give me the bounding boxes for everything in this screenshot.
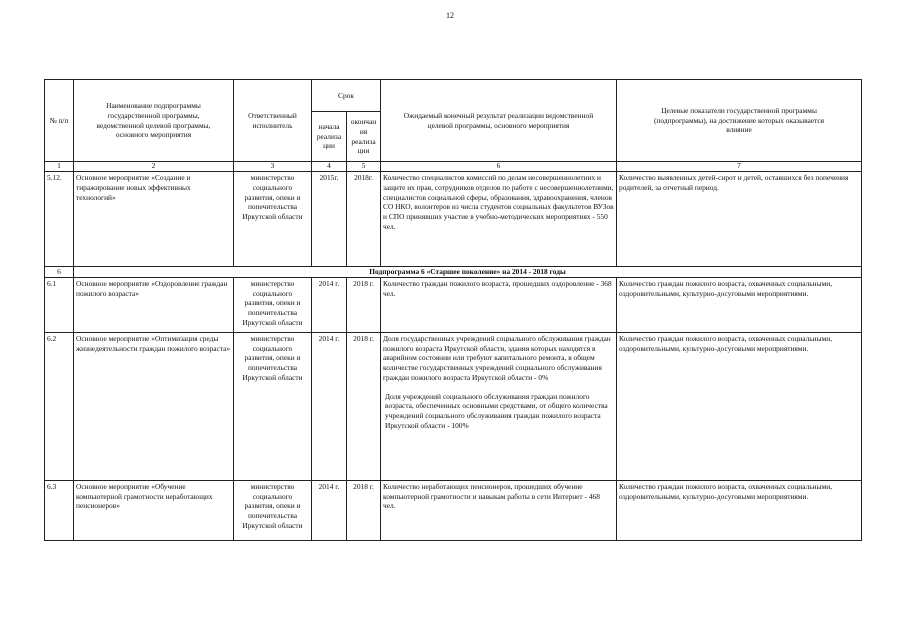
header-indicators: Целевые показатели государственной программы (подпрограммы), на достижение которых оказывается влияние xyxy=(617,80,862,162)
col-number: 4 xyxy=(312,162,347,172)
col-number: 6 xyxy=(381,162,617,172)
row-name: Основное мероприятие «Оздоровление граждан пожилого возраста» xyxy=(74,277,234,332)
header-executor: Ответственный исполнитель xyxy=(234,80,312,162)
row-indicators: Количество граждан пожилого возраста, охваченных социальными, оздоровительными, культурно-досуговыми мероприятиями. xyxy=(617,332,862,480)
row-result-part2: Доля учреждений социального обслуживания граждан пожилого возраста, обеспеченных основными средствами, от общего количества учреждений социального обслуживания граждан пожилого возраста Иркутской области - 100% xyxy=(385,391,608,430)
col-number: 7 xyxy=(617,162,862,172)
table-row xyxy=(45,480,862,540)
row-name: Основное мероприятие «Создание и тиражирование новых эффективных технологий» xyxy=(74,172,234,267)
section-num: 6 xyxy=(45,267,74,278)
header-start: начала реализа ции xyxy=(312,112,347,162)
row-start: 2014 г. xyxy=(312,480,347,540)
col-number: 3 xyxy=(234,162,312,172)
row-end: 2018г. xyxy=(347,172,381,267)
row-result: Количество специалистов комиссий по делам несовершеннолетних и защите их прав, сотрудников отделов по работе с несовершеннолетними, специалистов социальной сферы, образования, здравоохранения, членов СО НКО, волонтеров из числа студентов социальных факультетов ВУЗов и СПО принявших участие в учебно-методических мероприятиях - 550 чел. xyxy=(381,172,617,267)
row-executor: министерство социального развития, опеки и попечительства Иркутской области xyxy=(234,172,312,267)
header-name: Наименование подпрограммы государственной программы, ведомственной целевой программы, основного мероприятия xyxy=(74,80,234,162)
header-term: Срок xyxy=(312,80,381,112)
row-start: 2014 г. xyxy=(312,277,347,332)
col-number: 2 xyxy=(74,162,234,172)
row-executor: министерство социального развития, опеки и попечительства Иркутской области xyxy=(234,277,312,332)
table-row xyxy=(45,332,862,480)
row-start: 2014 г. xyxy=(312,332,347,480)
row-end: 2018 г. xyxy=(347,480,381,540)
col-number: 1 xyxy=(45,162,74,172)
header-result: Ожидаемый конечный результат реализации ведомственной целевой программы, основного мероприятия xyxy=(381,80,617,162)
section-title: Подпрограмма 6 «Старшее поколение» на 2014 - 2018 годы xyxy=(74,267,862,278)
row-end: 2018 г. xyxy=(347,332,381,480)
table-row xyxy=(45,172,862,267)
program-table xyxy=(44,79,862,541)
row-num: 6.1 xyxy=(45,277,74,332)
row-name: Основное мероприятие «Обучение компьютерной грамотности неработающих пенсионеров» xyxy=(74,480,234,540)
row-indicators: Количество граждан пожилого возраста, охваченных социальными, оздоровительными, культурно-досуговыми мероприятиями. xyxy=(617,480,862,540)
col-number: 5 xyxy=(347,162,381,172)
row-result-part1: Доля государственных учреждений социального обслуживания граждан пожилого возраста Иркутской области, здания которых находятся в аварийном состоянии или требуют капитального ремонта, в общем количестве государственных учреждений социального обслуживания граждан пожилого возраста Иркутской области - 0% xyxy=(383,333,611,382)
row-result xyxy=(381,332,617,480)
row-start: 2015г. xyxy=(312,172,347,267)
row-num: 6.3 xyxy=(45,480,74,540)
row-result: Количество граждан пожилого возраста, прошедших оздоровление - 368 чел. xyxy=(381,277,617,332)
header-end: окончан ия реализа ции xyxy=(347,112,381,162)
row-indicators: Количество выявленных детей-сирот и детей, оставшихся без попечения родителей, за отчетный период. xyxy=(617,172,862,267)
row-result: Количество неработающих пенсионеров, прошедших обучение компьютерной грамотности и навыкам работы в сети Интернет - 468 чел. xyxy=(381,480,617,540)
row-num: 5.12. xyxy=(45,172,74,267)
page-number: 12 xyxy=(446,11,454,20)
section-row xyxy=(45,267,862,278)
row-indicators: Количество граждан пожилого возраста, охваченных социальными, оздоровительными, культурно-досуговыми мероприятиями. xyxy=(617,277,862,332)
row-num: 6.2 xyxy=(45,332,74,480)
row-end: 2018 г. xyxy=(347,277,381,332)
row-name: Основное мероприятие «Оптимизация среды жизнедеятельности граждан пожилого возраста» xyxy=(74,332,234,480)
header-num: № п/п xyxy=(45,80,74,162)
row-executor: министерство социального развития, опеки и попечительства Иркутской области xyxy=(234,332,312,480)
row-executor: министерство социального развития, опеки и попечительства Иркутской области xyxy=(234,480,312,540)
table-row xyxy=(45,277,862,332)
